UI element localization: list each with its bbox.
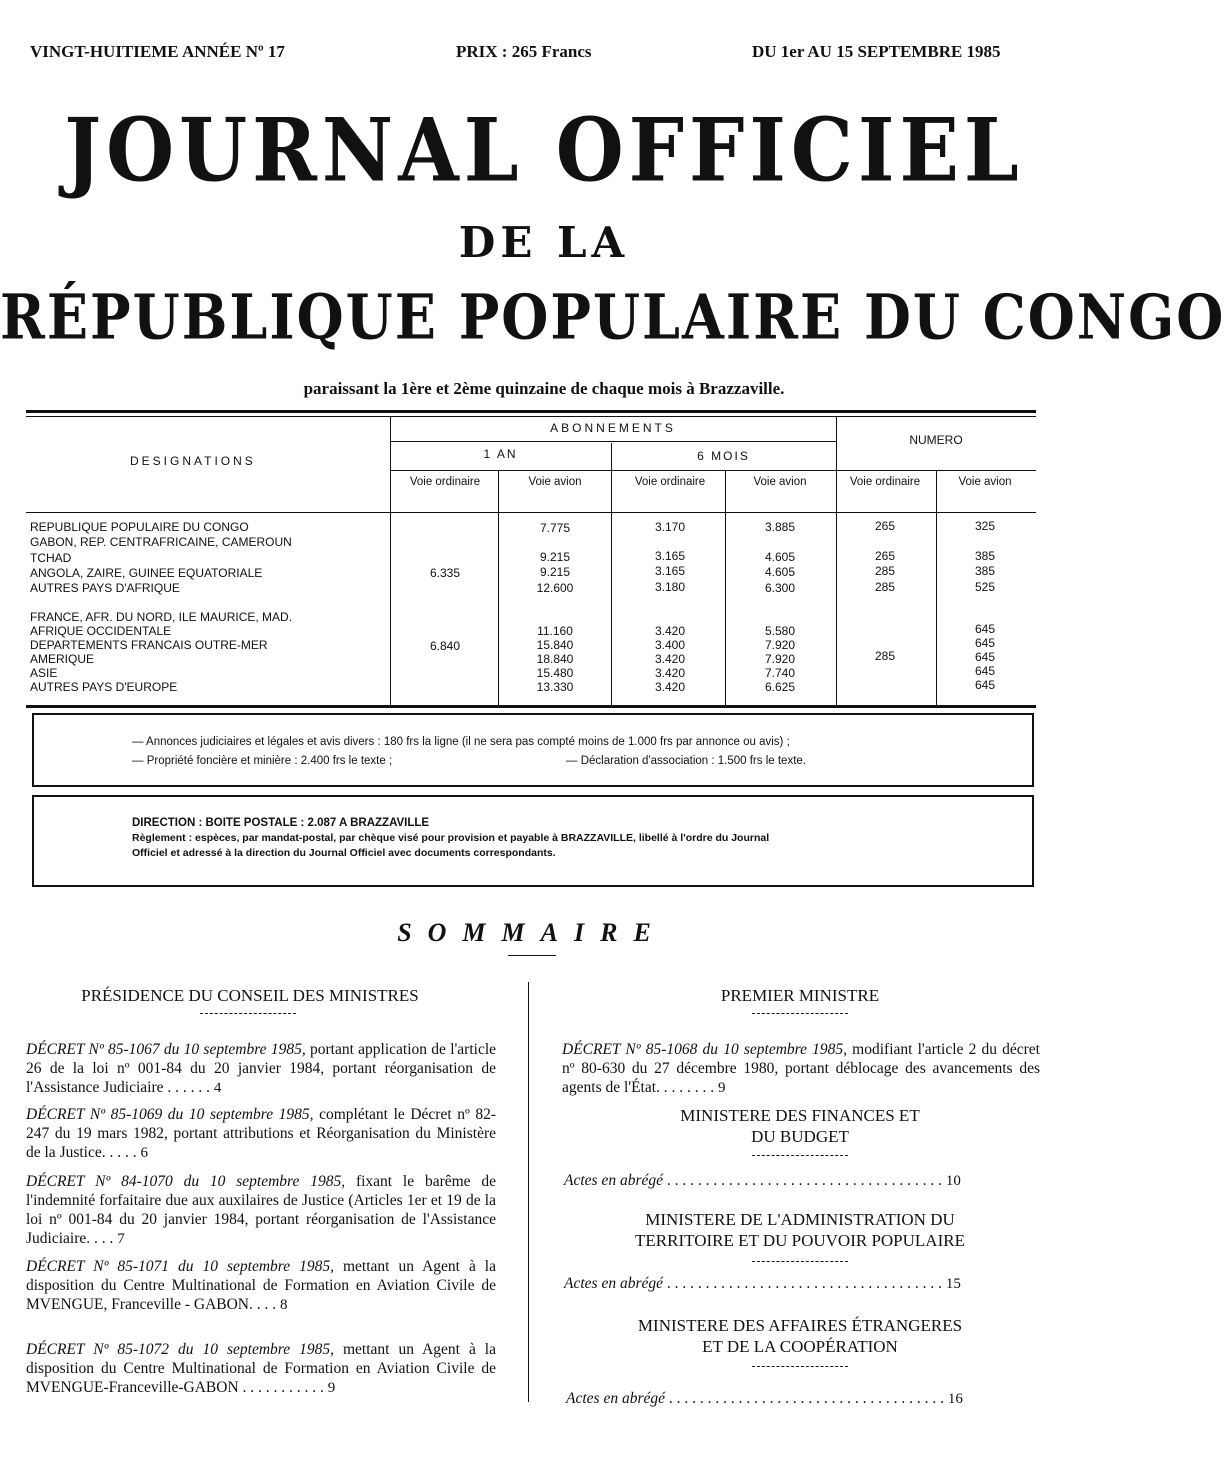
value-cell: 265 xyxy=(874,519,896,533)
journal-title-de-la: DE LA xyxy=(458,218,630,267)
value-cell: 6.300 xyxy=(764,581,796,595)
designation-row: REPUBLIQUE POPULAIRE DU CONGO xyxy=(30,520,249,534)
designation-row: FRANCE, AFR. DU NORD, ILE MAURICE, MAD. xyxy=(30,610,293,624)
reglement-line-1: Règlement : espèces, par mandat-postal, par chèque visé pour provision et payable à BRAZZAVILLE, libellé à l'ordre du Journal xyxy=(132,832,770,844)
value-cell: 3.165 xyxy=(654,549,686,563)
value-cell: 3.420 xyxy=(654,624,686,638)
value-cell: 325 xyxy=(974,519,996,533)
header-bottom-rule xyxy=(26,512,1036,513)
acts-label: Actes en abrégé xyxy=(564,1172,663,1189)
value-cell: 9.215 xyxy=(539,565,571,579)
value-cell: 645 xyxy=(974,636,996,650)
section-presidence: PRÉSIDENCE DU CONSEIL DES MINISTRES xyxy=(81,986,419,1005)
journal-title: JOURNAL OFFICIEL xyxy=(64,100,1024,202)
value-cell: 3.420 xyxy=(654,680,686,694)
toc-entry xyxy=(562,1040,1040,1098)
designation-row: TCHAD xyxy=(30,551,72,565)
decree-text: portant application de l'article 26 de la loi nº 001-84 du 20 janvier 1984, portant réorganisation de l'Assistance Judiciaire xyxy=(26,1041,497,1096)
value-cell: 4.605 xyxy=(764,565,796,579)
dot-leader: . . . . . . . . . . . . . . . . . . . . . . . . . . . . . . . . . . . . xyxy=(665,1390,948,1407)
dot-leader: . . . xyxy=(256,1296,280,1313)
dot-leader: . . . . . . . . . . . . . . . . . . . . . . . . . . . . . . . . . . . . xyxy=(663,1275,946,1292)
decree-text: complétant le Décret nº 82-247 du 19 mars 1982, portant attributions et Réorganisation du Ministère de la Justice. xyxy=(26,1106,496,1161)
toc-entry xyxy=(26,1257,496,1315)
acts-label: Actes en abrégé xyxy=(566,1390,665,1407)
dot-leader: . . . . . . . xyxy=(663,1079,719,1096)
publication-subtitle: paraissant la 1ère et 2ème quinzaine de chaque mois à Brazzaville. xyxy=(303,379,785,398)
acts-label: Actes en abrégé xyxy=(564,1275,663,1292)
section-finances: MINISTERE DES FINANCES ET xyxy=(680,1106,920,1125)
page-number: 8 xyxy=(280,1297,288,1313)
value-cell: 3.170 xyxy=(654,520,686,534)
table-bottom-rule xyxy=(26,705,1036,708)
col-header: Voie avion xyxy=(528,476,582,488)
declaration-rate: — Déclaration d'association : 1.500 frs le texte. xyxy=(566,755,806,767)
edition-number: VINGT-HUITIEME ANNÉE Nº 17 xyxy=(30,42,285,61)
col-divider xyxy=(936,470,937,706)
value-cell: 6.840 xyxy=(429,639,461,653)
decree-ref: DÉCRET Nº 85-1068 du 10 septembre 1985, xyxy=(562,1041,848,1058)
designation-row: AUTRES PAYS D'EUROPE xyxy=(30,680,178,694)
six-months-header: 6 MOIS xyxy=(697,449,750,463)
value-cell: 3.420 xyxy=(654,666,686,680)
designation-row: ANGOLA, ZAIRE, GUINEE EQUATORIALE xyxy=(30,566,263,580)
decree-text: fixant le barême de l'indemnité forfaitaire due aux auxilaires de Justice (Articles 1er et 19 de la loi nº 001-84 du 20 janvier 1984, portant réorganisation de l'Assistance Judiciaire. xyxy=(26,1173,497,1247)
value-cell: 285 xyxy=(874,649,896,663)
value-cell: 3.420 xyxy=(654,652,686,666)
decree-text: mettant un Agent à la disposition du Centre Multinational de Formation en Aviation Civile de MVENGUE-Franceville-GABON xyxy=(26,1341,496,1396)
designation-row: AMERIQUE xyxy=(30,652,95,666)
value-cell: 6.625 xyxy=(764,680,796,694)
value-cell: 3.165 xyxy=(654,564,686,578)
row-divider xyxy=(390,470,1036,471)
table-top-rule-thin xyxy=(26,416,1036,417)
designation-row: AFRIQUE OCCIDENTALE xyxy=(30,624,172,638)
decree-text: modifiant l'article 2 du décret nº 80-630 du 27 décembre 1980, portant déblocage des avancements des agents de l'État. xyxy=(562,1041,1040,1096)
decree-ref: DÉCRET Nº 84-1070 du 10 septembre 1985, xyxy=(26,1173,346,1190)
page-number: 9 xyxy=(718,1080,726,1096)
value-cell: 3.400 xyxy=(654,638,686,652)
value-cell: 13.330 xyxy=(536,680,574,694)
value-cell: 385 xyxy=(974,564,996,578)
col-header: Voie ordinaire xyxy=(849,476,921,488)
value-cell: 11.160 xyxy=(537,624,573,638)
value-cell: 7.920 xyxy=(764,652,796,666)
issue-date: DU 1er AU 15 SEPTEMBRE 1985 xyxy=(752,42,1001,61)
decree-ref: DÉCRET Nº 85-1069 du 10 septembre 1985, xyxy=(26,1106,314,1123)
value-cell: 6.335 xyxy=(429,566,461,580)
page-number: 16 xyxy=(947,1391,963,1407)
decree-ref: DÉCRET Nº 85-1072 du 10 septembre 1985, xyxy=(26,1341,334,1358)
dot-leader: . . . xyxy=(94,1230,118,1247)
designation-row: DEPARTEMENTS FRANCAIS OUTRE-MER xyxy=(30,638,268,652)
page-number: 10 xyxy=(945,1173,961,1189)
propriete-rate: — Propriété foncière et minière : 2.400 frs le texte ; xyxy=(132,755,393,767)
numero-header: NUMERO xyxy=(909,433,963,447)
section-administration: MINISTERE DE L'ADMINISTRATION DU xyxy=(645,1210,955,1229)
direction-address: DIRECTION : BOITE POSTALE : 2.087 A BRAZZAVILLE xyxy=(132,817,430,829)
section-affaires-etrangeres: MINISTERE DES AFFAIRES ÉTRANGERES xyxy=(637,1316,963,1335)
page-number: 9 xyxy=(327,1380,336,1396)
decree-ref: DÉCRET Nº 85-1071 du 10 septembre 1985, xyxy=(26,1258,334,1275)
dot-leader: . . . . . . . . . . . . . . . . . . . . . . . . . . . . . . . . . . . . xyxy=(663,1172,946,1189)
reglement-line-2: Officiel et adressé à la direction du Journal Officiel avec documents correspondants. xyxy=(132,847,556,859)
col-divider xyxy=(836,416,837,706)
page-number: 6 xyxy=(140,1145,149,1161)
page-number: 7 xyxy=(117,1231,125,1247)
toc-entry xyxy=(26,1172,496,1249)
journal-title-country: RÉPUBLIQUE POPULAIRE DU CONGO xyxy=(0,280,1225,354)
section-affaires-etrangeres-2: ET DE LA COOPÉRATION xyxy=(702,1337,898,1356)
value-cell: 3.885 xyxy=(764,520,796,534)
toc-entry xyxy=(26,1340,496,1398)
value-cell: 3.180 xyxy=(654,580,686,594)
value-cell: 18.840 xyxy=(536,652,574,666)
section-rule xyxy=(752,1155,848,1156)
sommaire-underline xyxy=(508,955,556,956)
value-cell: 265 xyxy=(874,549,896,563)
column-divider xyxy=(528,982,529,1402)
value-cell: 7.775 xyxy=(539,521,571,535)
designation-row: AUTRES PAYS D'AFRIQUE xyxy=(30,581,180,595)
page-number: 15 xyxy=(945,1276,961,1292)
toc-entry xyxy=(564,1172,1036,1190)
value-cell: 15.840 xyxy=(536,638,574,652)
toc-entry xyxy=(564,1275,1036,1293)
toc-entry xyxy=(566,1390,1036,1408)
value-cell: 12.600 xyxy=(536,581,574,595)
designation-row: GABON, REP. CENTRAFRICAINE, CAMEROUN xyxy=(30,535,292,549)
designations-header: DESIGNATIONS xyxy=(130,454,256,468)
value-cell: 7.920 xyxy=(764,638,796,652)
price: PRIX : 265 Francs xyxy=(456,42,592,61)
annonces-rate: — Annonces judiciaires et légales et avis divers : 180 frs la ligne (il ne sera pas compté moins de 1.000 frs par annonce ou avis) ; xyxy=(132,736,790,748)
value-cell: 645 xyxy=(974,650,996,664)
toc-entry xyxy=(26,1105,496,1163)
col-divider xyxy=(725,470,726,706)
row-divider xyxy=(390,441,836,442)
value-cell: 15.480 xyxy=(536,666,574,680)
value-cell: 645 xyxy=(974,622,996,636)
section-premier-ministre: PREMIER MINISTRE xyxy=(720,986,880,1005)
designation-row: ASIE xyxy=(30,666,58,680)
section-rule xyxy=(752,1261,848,1262)
value-cell: 7.740 xyxy=(764,666,796,680)
abonnements-header: ABONNEMENTS xyxy=(550,421,676,435)
value-cell: 4.605 xyxy=(764,550,796,564)
section-administration-2: TERRITOIRE ET DU POUVOIR POPULAIRE xyxy=(635,1231,965,1250)
value-cell: 285 xyxy=(874,564,896,578)
advertising-rates-box xyxy=(32,713,1034,787)
value-cell: 5.580 xyxy=(764,624,796,638)
section-rule xyxy=(200,1013,296,1014)
value-cell: 525 xyxy=(974,580,996,594)
value-cell: 285 xyxy=(874,580,896,594)
value-cell: 9.215 xyxy=(539,550,571,564)
page-number: 4 xyxy=(213,1080,222,1096)
col-header: Voie avion xyxy=(753,476,807,488)
toc-entry xyxy=(26,1040,496,1098)
value-cell: 645 xyxy=(974,664,996,678)
one-year-header: 1 AN xyxy=(483,447,518,461)
dot-leader: . . . . . . . . . . . xyxy=(242,1379,328,1396)
decree-ref: DÉCRET Nº 85-1067 du 10 septembre 1985, xyxy=(26,1041,306,1058)
section-finances-2: DU BUDGET xyxy=(751,1127,849,1146)
sommaire-title: SOMMAIRE xyxy=(397,918,667,947)
dot-leader: . . . . xyxy=(109,1144,141,1161)
decree-text: mettant un Agent à la disposition du Centre Multinational de Formation en Aviation Civile de MVENGUE, Franceville - GABON. xyxy=(26,1258,496,1313)
col-header: Voie ordinaire xyxy=(409,476,481,488)
col-header: Voie ordinaire xyxy=(634,476,706,488)
value-cell: 385 xyxy=(974,549,996,563)
col-divider xyxy=(611,443,612,706)
table-top-rule xyxy=(26,410,1036,413)
value-cell: 645 xyxy=(974,678,996,692)
dot-leader: . . . . . . xyxy=(167,1079,214,1096)
col-divider xyxy=(498,470,499,706)
section-rule xyxy=(752,1366,848,1367)
col-header: Voie avion xyxy=(958,476,1012,488)
section-rule xyxy=(752,1013,848,1014)
